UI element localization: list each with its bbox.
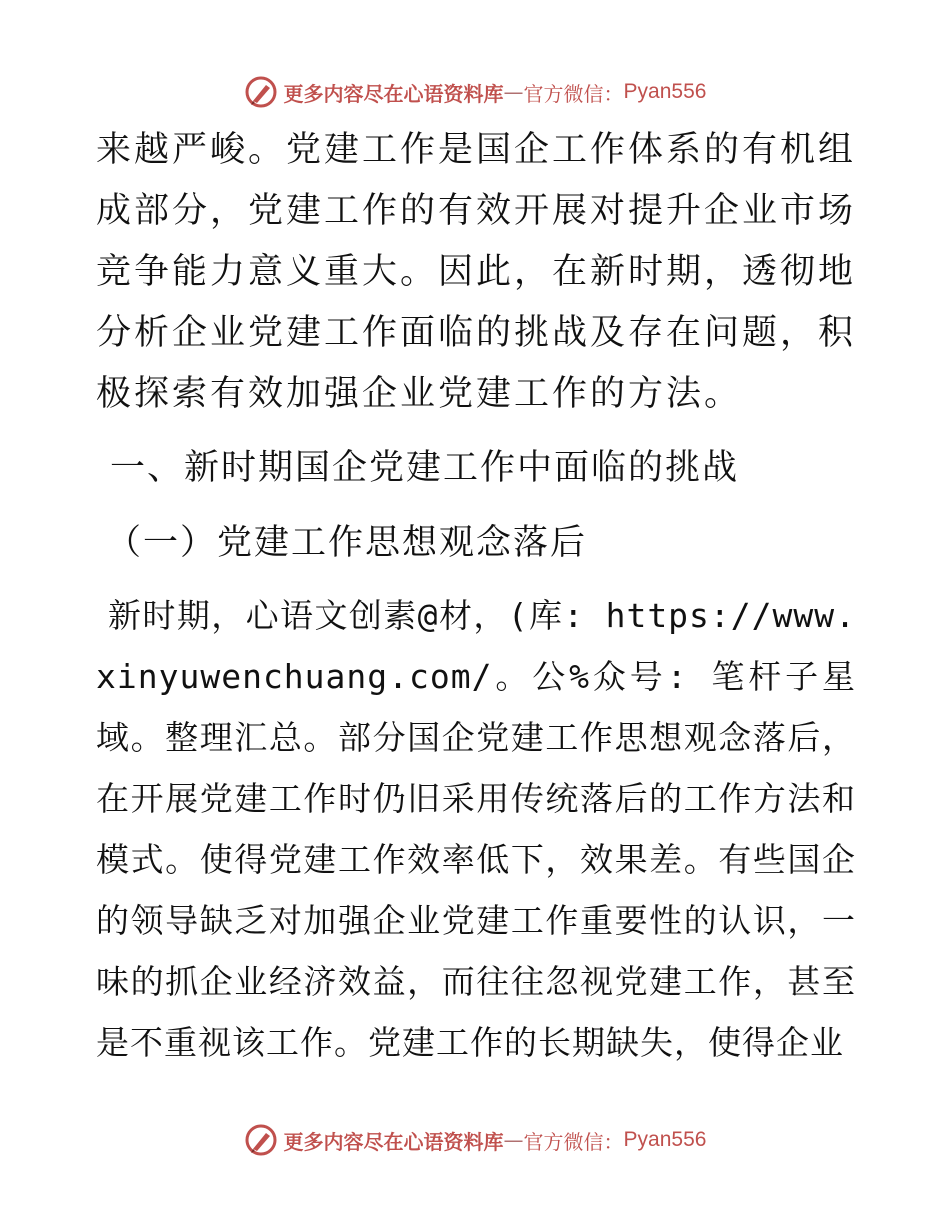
pen-logo-icon — [244, 1123, 278, 1157]
footer-banner — [0, 1120, 950, 1160]
banner-wechat-id: Pyan556 — [623, 80, 707, 103]
banner-wechat-id: Pyan556 — [623, 1128, 707, 1151]
banner-dash: — — [503, 80, 524, 104]
intro-paragraph: 来越严峻。党建工作是国企工作体系的有机组成部分，党建工作的有效开展对提升企业市场竞争能力意义重大。因此，在新时期，透彻地分析企业党建工作面临的挑战及存在问题，积极探索有效加强企业党建工作的方法。 — [96, 130, 857, 414]
pen-logo-icon — [244, 75, 278, 109]
banner-wechat-label: 官方微信： — [523, 1129, 624, 1154]
body-paragraph: 新时期，心语文创素@材，(库: https://www.xinyuwenchuang.com/。公%众号: 笔杆子星域。整理汇总。部分国企党建工作思想观念落后，在开展党建工作时仍旧采用传统落后的工作方法和模式。使得党建工作效率低下，效果差。有些国企的领导缺乏对加强企业党建工作重要性的认识，一味的抓企业经济效益，而往往忽视党建工作，甚至是不重视该工作。党建工作的长期缺失，使得企业 — [96, 596, 856, 1062]
section-heading: 一、新时期国企党建工作中面临的挑战 — [110, 448, 740, 488]
subsection-heading: （一）党建工作思想观念落后 — [106, 523, 588, 563]
banner-wechat-label: 官方微信： — [523, 81, 624, 106]
banner-main-text: 更多内容尽在心语资料库 — [283, 81, 504, 106]
header-banner — [0, 72, 950, 112]
document-body — [96, 120, 856, 1073]
banner-main-text: 更多内容尽在心语资料库 — [283, 1129, 504, 1154]
banner-dash: — — [503, 1128, 524, 1152]
